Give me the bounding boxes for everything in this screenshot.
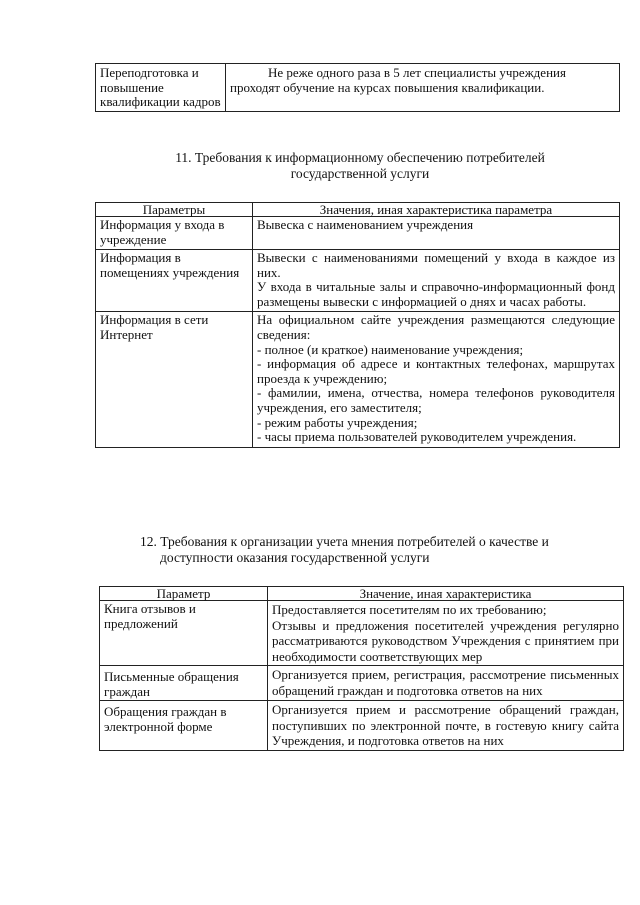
table-row [96, 217, 620, 250]
value-cell [253, 250, 620, 312]
feedback-requirements-table [99, 586, 624, 751]
value-line: - полное (и краткое) наименование учреждения; [257, 341, 524, 357]
value-cell [268, 666, 624, 701]
info-requirements-table [95, 202, 620, 448]
param-cell: Информация у входа в учреждение [96, 217, 253, 250]
value-line: Вывески с наименованиями помещений у входа в каждое из них. [257, 250, 615, 280]
table-row [100, 666, 624, 701]
section-11-title-line2: государственной услуги [290, 166, 430, 181]
value-line: - часы приема пользователей руководителем учреждения. [257, 429, 577, 445]
section-12-title-line2: доступности оказания государственной услуги [160, 550, 430, 565]
section-12-heading [140, 534, 630, 566]
value-line: - режим работы учреждения; [257, 414, 418, 430]
value-cell [253, 217, 620, 250]
column-header-value: Значения, иная характеристика параметра [253, 203, 620, 217]
param-cell: Информация в помещениях учреждения [96, 250, 253, 312]
table-row [96, 312, 620, 447]
value-line: Предоставляется посетителям по их требованию; [272, 602, 547, 617]
table-row [96, 250, 620, 312]
value-line: У входа в читальные залы и справочно-информационный фонд размещены вывески с информацией о днях и часах работы. [257, 279, 615, 309]
value-cell [268, 601, 624, 666]
table-row [96, 64, 620, 112]
value-cell [253, 312, 620, 447]
param-cell: Обращения граждан в электронной форме [100, 701, 268, 751]
value-line: На официальном сайте учреждения размещаются следующие сведения: [257, 312, 615, 342]
section-12-title-line1: 12. Требования к организации учета мнения потребителей о качестве и [140, 534, 549, 549]
value-line: - фамилии, имена, отчества, номера телефонов руководителя учреждения, его заместителя; [257, 385, 615, 415]
param-cell: Информация в сети Интернет [96, 312, 253, 447]
section-11-title-line1: 11. Требования к информационному обеспечению потребителей [175, 150, 545, 165]
qualification-table [95, 63, 620, 112]
param-cell: Книга отзывов и предложений [100, 601, 268, 666]
value-line: Отзывы и предложения посетителей учреждения регулярно рассматриваются руководством Учреждения с принятием при необходимости соответствующих мер [272, 617, 619, 664]
param-cell: Переподготовка и повышение квалификации кадров [96, 64, 226, 112]
table-header-row [96, 203, 620, 217]
column-header-value: Значение, иная характеристика [268, 587, 624, 601]
value-line: - информация об адресе и контактных телефонах, маршрутах проезда к учреждению; [257, 356, 615, 386]
column-header-param: Параметры [96, 203, 253, 217]
param-cell: Письменные обращения граждан [100, 666, 268, 701]
table-header-row [100, 587, 624, 601]
value-line: Вывеска с наименованием учреждения [257, 217, 474, 232]
table-row [100, 701, 624, 751]
value-cell: Не реже одного раза в 5 лет специалисты учреждения проходят обучение на курсах повышения квалификации. [226, 64, 620, 112]
table-row [100, 601, 624, 666]
column-header-param: Параметр [100, 587, 268, 601]
value-cell [268, 701, 624, 751]
value-line: Организуется прием, регистрация, рассмотрение письменных обращений граждан и подготовка ответов на них [272, 667, 619, 698]
value-line: Организуется прием и рассмотрение обращений граждан, поступивших по электронной почте, в гостевую книгу сайта Учреждения, и подготовка ответов на них [272, 702, 619, 749]
section-11-heading [90, 150, 630, 182]
